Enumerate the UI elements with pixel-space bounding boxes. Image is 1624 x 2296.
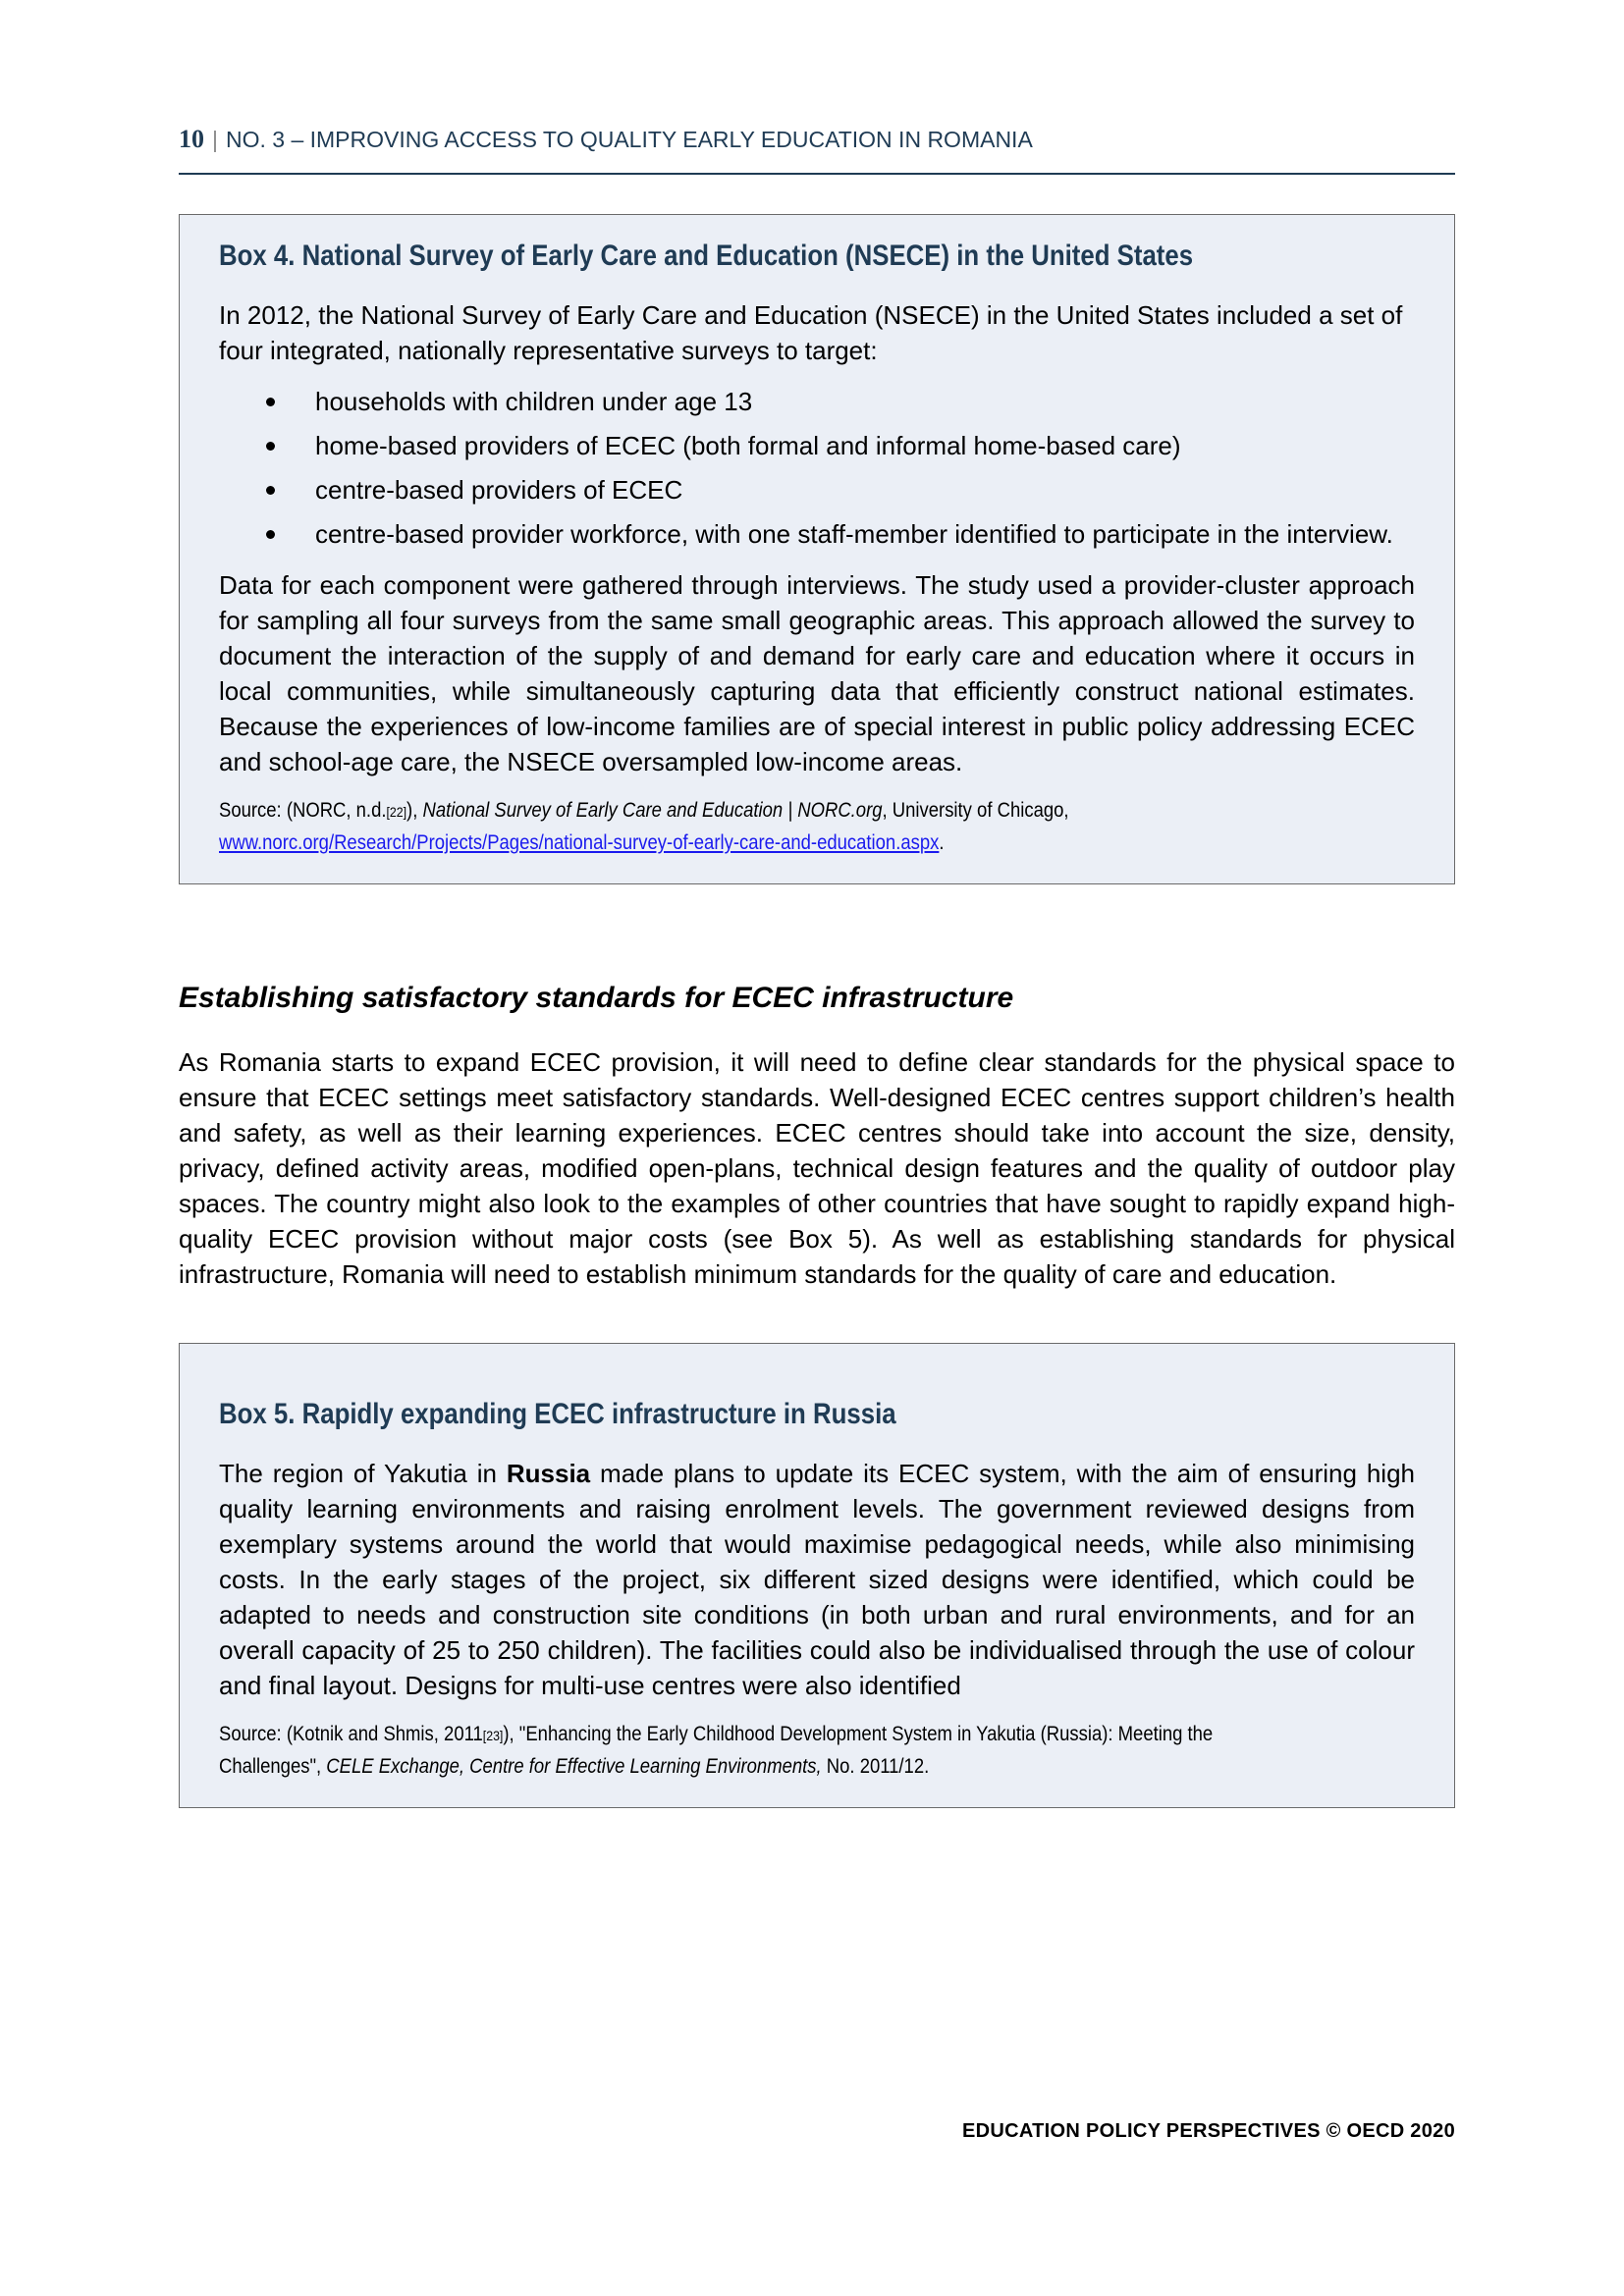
bullet-icon <box>266 398 275 406</box>
reference-marker: [23] <box>482 1728 504 1743</box>
box-4-title: Box 4. National Survey of Early Care and Education (NSECE) in the United States <box>219 240 1194 272</box>
reference-marker: [22] <box>386 804 407 820</box>
bullet-icon <box>266 486 275 495</box>
header-separator: | <box>212 127 218 152</box>
list-item: home-based providers of ECEC (both formal and informal home-based care) <box>219 428 1415 463</box>
list-item: centre-based providers of ECEC <box>219 472 1415 507</box>
list-item: households with children under age 13 <box>219 384 1415 419</box>
box-4-paragraph: Data for each component were gathered through interviews. The study used a provider-cluster approach for sampling all four surveys from the same small geographic areas. This approach allowed the survey to document the interaction of the supply of and demand for early care and education where it occurs in local communities, while simultaneously capturing data that efficiently construct national estimates. Because the experiences of low-income families are of special interest in public policy addressing ECEC and school-age care, the NSECE oversampled low-income areas. <box>219 570 1415 776</box>
source-link[interactable]: www.norc.org/Research/Projects/Pages/national-survey-of-early-care-and-education.aspx <box>219 831 940 854</box>
page-number: 10 <box>179 125 204 153</box>
section-paragraph: As Romania starts to expand ECEC provision, it will need to define clear standards for the physical space to ensure that ECEC settings meet satisfactory standards. Well-designed ECEC centres support children’s health and safety, as well as their learning experiences. ECEC centres should take into account the size, density, privacy, defined activity areas, modified open-plans, technical design features and the quality of outdoor play spaces. The country might also look to the examples of other countries that have sought to rapidly expand high-quality ECEC provision without major costs (see Box 5). As well as establishing standards for physical infrastructure, Romania will need to establish minimum standards for the quality of care and education. <box>179 1047 1455 1289</box>
bullet-icon <box>266 442 275 451</box>
list-item: centre-based provider workforce, with one staff-member identified to participate in the interview. <box>219 516 1415 552</box>
source-title: CELE Exchange, Centre for Effective Learning Environments, <box>326 1755 822 1778</box>
source-title: National Survey of Early Care and Education | NORC.org <box>422 799 883 822</box>
box-5-source: Source: (Kotnik and Shmis, 2011[23]), "Enhancing the Early Childhood Development System in Yakutia (Russia): Meeting the Challenges", CELE Exchange, Centre for Effective Learning Environments, No. 2011/12. <box>219 1723 1214 1778</box>
box-4-source: Source: (NORC, n.d.[22]), National Survey of Early Care and Education | NORC.org, University of Chicago, www.norc.org/Research/Projects/Pages/national-survey-of-early-care-and-education.aspx. <box>219 799 1069 854</box>
box-4 <box>179 214 1455 884</box>
box-5-paragraph: The region of Yakutia in Russia made plans to update its ECEC system, with the aim of ensuring high quality learning environments and raising enrolment levels. The government reviewed designs from exemplary systems around the world that would maximise pedagogical needs, while also minimising costs. In the early stages of the project, six different sized designs were identified, which could be adapted to needs and construction site conditions (in both urban and rural environments, and for an overall capacity of 25 to 250 children). The facilities could also be individualised through the use of colour and final layout. Designs for multi-use centres were also identified <box>219 1459 1416 1700</box>
bullet-icon <box>266 530 275 539</box>
box-5-title: Box 5. Rapidly expanding ECEC infrastructure in Russia <box>219 1398 896 1430</box>
box-5 <box>179 1343 1455 1808</box>
box-4-intro: In 2012, the National Survey of Early Care and Education (NSECE) in the United States included a set of four integrated, nationally representative surveys to target: <box>219 300 1403 365</box>
page-footer: EDUCATION POLICY PERSPECTIVES © OECD 2020 <box>962 2120 1455 2142</box>
header-title: NO. 3 – IMPROVING ACCESS TO QUALITY EARLY EDUCATION IN ROMANIA <box>225 127 1033 152</box>
bold-country: Russia <box>506 1459 591 1488</box>
box-4-bullet-list <box>219 384 1415 552</box>
page-header <box>179 122 1455 175</box>
section-heading: Establishing satisfactory standards for ECEC infrastructure <box>179 982 1014 1014</box>
